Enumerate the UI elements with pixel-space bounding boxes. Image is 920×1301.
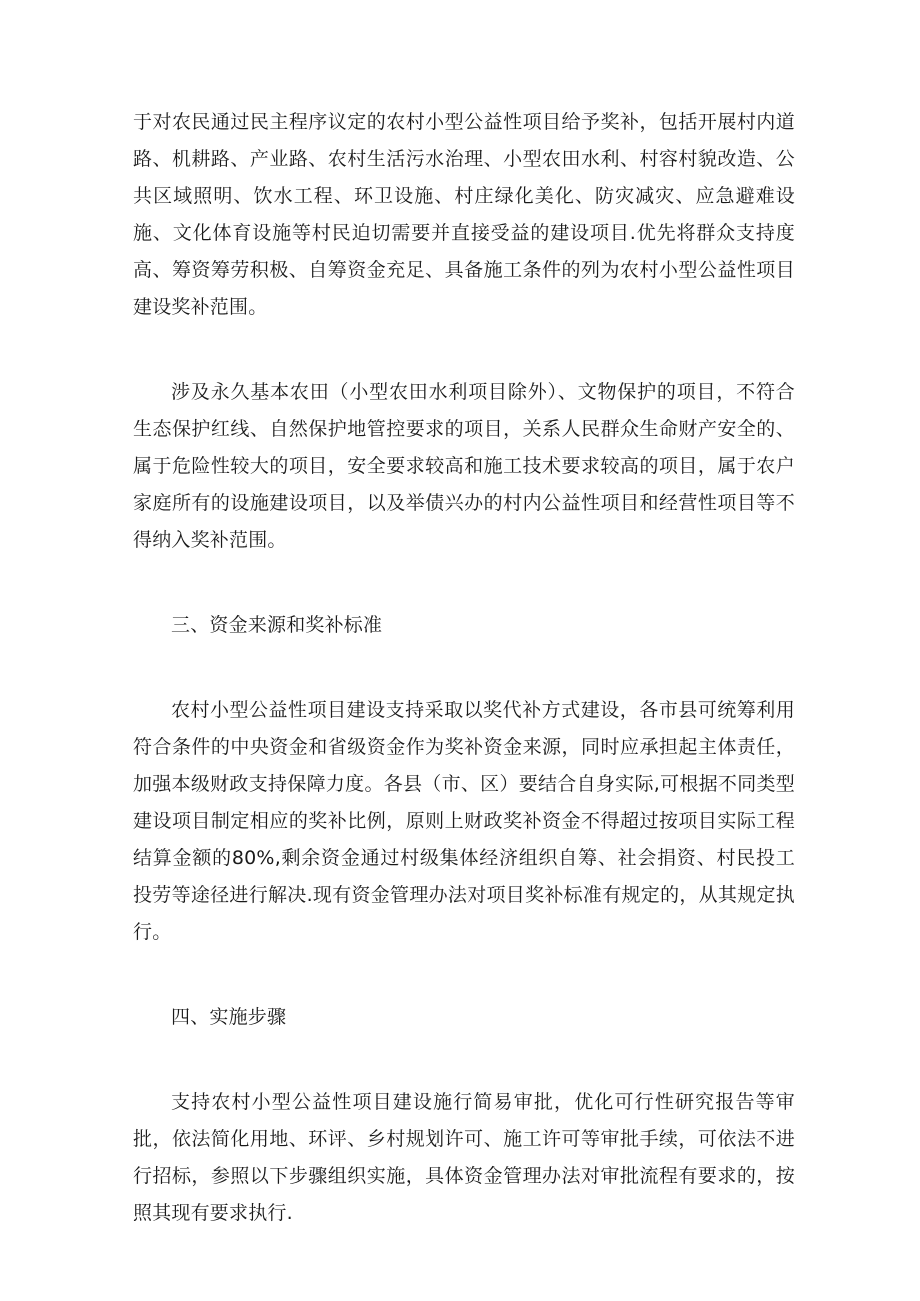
document-body bbox=[133, 104, 795, 1232]
paragraph-project-scope: 于对农民通过民主程序议定的农村小型公益性项目给予奖补，包括开展村内道路、机耕路、产业路、农村生活污水治理、小型农田水利、村容村貌改造、公共区域照明、饮水工程、环卫设施、村庄绿化美化、防灾减灾、应急避难设施、文化体育设施等村民迫切需要并直接受益的建设项目.优先将群众支持度高、筹资筹劳积极、自筹资金充足、具备施工条件的列为农村小型公益性项目建设奖补范围。 bbox=[133, 111, 795, 318]
section-heading-funding: 三、资金来源和奖补标准 bbox=[171, 614, 383, 636]
paragraph-implementation: 支持农村小型公益性项目建设施行简易审批，优化可行性研究报告等审批，依法简化用地、环评、乡村规划许可、施工许可等审批手续，可依法不进行招标，参照以下步骤组织实施，具体资金管理办法对审批流程有要求的，按照其现有要求执行. bbox=[133, 1091, 795, 1224]
paragraph-funding-standard: 农村小型公益性项目建设支持采取以奖代补方式建设，各市县可统筹利用符合条件的中央资金和省级资金作为奖补资金来源，同时应承担起主体责任，加强本级财政支持保障力度。各县（市、区）要结合自身实际,可根据不同类型建设项目制定相应的奖补比例，原则上财政奖补资金不得超过按项目实际工程结算金额的80%,剩余资金通过村级集体经济组织自筹、社会捐资、村民投工投劳等途径进行解决.现有资金管理办法对项目奖补标准有规定的，从其规定执行。 bbox=[133, 699, 795, 943]
paragraph-exclusions: 涉及永久基本农田（小型农田水利项目除外）、文物保护的项目，不符合生态保护红线、自然保护地管控要求的项目，关系人民群众生命财产安全的、属于危险性较大的项目，安全要求较高和施工技术要求较高的项目，属于农户家庭所有的设施建设项目，以及举债兴办的村内公益性项目和经营性项目等不得纳入奖补范围。 bbox=[133, 381, 795, 551]
section-heading-steps: 四、实施步骤 bbox=[171, 1006, 287, 1028]
